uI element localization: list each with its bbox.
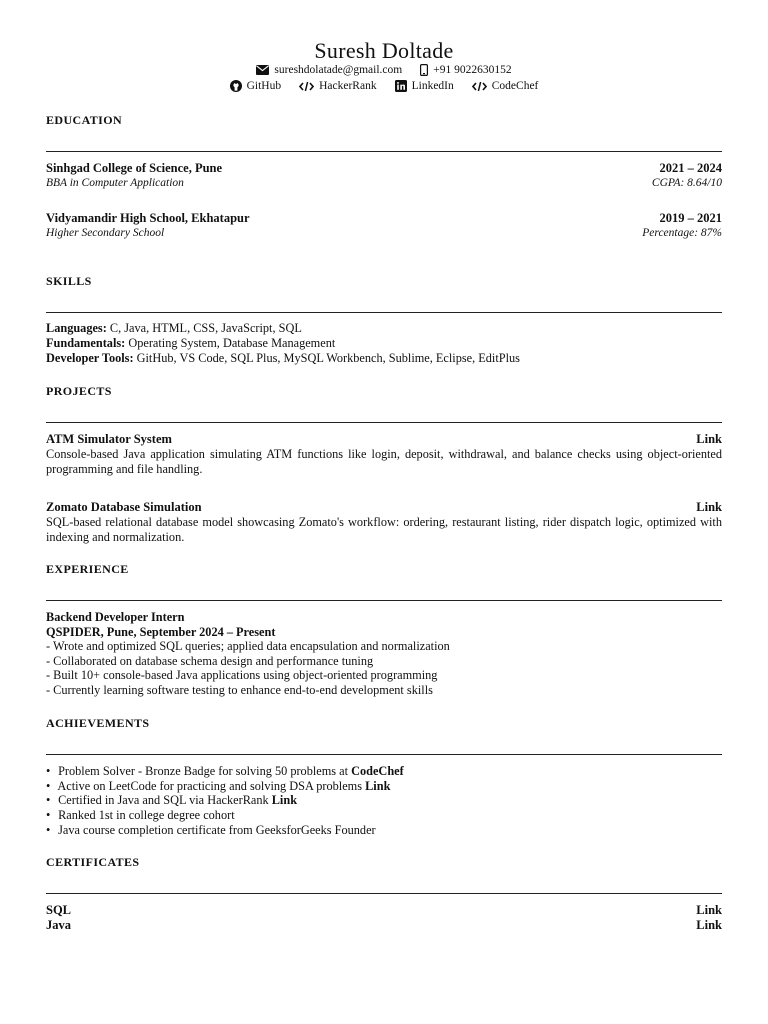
project-description: SQL-based relational database model showcasing Zomato's workflow: ordering, restaurant listing, rider dispatch logic, optimized with indexing and normalization. [46,515,722,544]
code-icon [299,81,314,92]
certificate-name: SQL [46,903,72,917]
project-title: Zomato Database Simulation [46,500,202,514]
section-title-education: EDUCATION [46,113,123,127]
education-detail-row [46,227,722,239]
contact-row [46,64,722,76]
achievement-text: Java course completion certificate from GeeksforGeeks Founder [58,823,376,837]
linkedin-link[interactable] [395,80,454,92]
hackerrank-label: HackerRank [319,80,377,92]
skill-label: Fundamentals: [46,336,126,350]
skills-languages [46,321,722,336]
experience-role: Backend Developer Intern [46,610,185,624]
experience-point: - Wrote and optimized SQL queries; applied data encapsulation and normalization [46,639,450,653]
envelope-icon [256,65,269,75]
section-title-achievements: ACHIEVEMENTS [46,716,150,730]
phone-text: +91 9022630152 [433,64,512,76]
education-row [46,211,722,226]
education-dates: 2019 – 2021 [659,211,722,225]
achievement-item [46,808,722,823]
achievement-text: Certified in Java and SQL via HackerRank [58,793,272,807]
section-title-experience: EXPERIENCE [46,562,129,576]
mobile-phone-icon [420,64,428,76]
certificate-name: Java [46,918,71,932]
project-link[interactable]: Link [696,500,722,514]
bullet-icon: • [46,808,51,822]
codechef-label: CodeChef [491,80,539,92]
project-link[interactable]: Link [696,432,722,446]
section-divider [46,754,722,755]
hackerrank-link[interactable] [299,80,376,92]
section-divider [46,893,722,894]
phone-link[interactable] [420,64,511,76]
experience-point: - Collaborated on database schema design and performance tuning [46,654,374,668]
bullet-icon: • [46,823,51,837]
achievement-item [46,764,722,779]
degree: BBA in Computer Application [46,177,184,189]
achievement-text: Ranked 1st in college degree cohort [58,808,235,822]
codechef-link[interactable] [472,80,539,92]
score: Percentage: 87% [642,227,722,239]
linkedin-icon [395,80,407,92]
section-divider [46,422,722,423]
degree: Higher Secondary School [46,227,165,239]
section-divider [46,600,722,601]
project-header [46,500,722,515]
education-row [46,161,722,176]
github-link[interactable] [230,80,282,92]
github-icon [230,80,242,92]
achievement-item [46,779,722,794]
certificate-link[interactable]: Link [696,903,722,917]
achievement-link[interactable]: Link [271,793,298,807]
github-label: GitHub [246,80,282,92]
skill-value: Operating System, Database Management [125,336,336,350]
certificate-row [46,918,722,933]
project-title: ATM Simulator System [46,432,172,446]
skills-fundamentals [46,336,722,351]
section-divider [46,151,722,152]
school-name: Sinhgad College of Science, Pune [46,161,223,175]
achievement-item [46,793,722,808]
school-name: Vidyamandir High School, Ekhatapur [46,211,250,225]
achievement-text: Active on LeetCode for practicing and solving DSA problems [57,779,366,793]
code-icon [472,81,487,92]
bullet-icon: • [46,793,51,807]
achievement-text: Problem Solver - Bronze Badge for solving 50 problems at [58,764,352,778]
achievement-link[interactable]: Link [365,779,391,793]
email-text: sureshdolatade@gmail.com [274,64,403,76]
bullet-icon: • [46,779,51,793]
skill-label: Developer Tools: [46,351,134,365]
score: CGPA: 8.64/10 [651,177,722,189]
email-link[interactable] [256,64,402,76]
linkedin-label: LinkedIn [411,80,454,92]
project-description: Console-based Java application simulating ATM functions like login, deposit, withdrawal, and balance checks using object-oriented programming and file handling. [46,447,722,476]
project-header [46,432,722,447]
experience-company: QSPIDER, Pune, September 2024 – Present [46,625,276,639]
section-title-certificates: CERTIFICATES [46,855,140,869]
education-dates: 2021 – 2024 [659,161,722,175]
skill-label: Languages: [46,321,107,335]
achievement-link[interactable]: CodeChef [351,764,404,778]
skill-value: C, Java, HTML, CSS, JavaScript, SQL [106,321,302,335]
candidate-name: Suresh Doltade [314,38,454,63]
section-divider [46,312,722,313]
skills-developer-tools [46,351,722,366]
skill-value: GitHub, VS Code, SQL Plus, MySQL Workbench, Sublime, Eclipse, EditPlus [133,351,520,365]
section-title-skills: SKILLS [46,274,92,288]
bullet-icon: • [46,764,51,778]
experience-point: - Currently learning software testing to enhance end-to-end development skills [46,683,433,697]
certificate-row [46,903,722,918]
profile-links-row [46,80,722,92]
achievement-item [46,823,722,838]
education-detail-row [46,177,722,189]
certificate-link[interactable]: Link [696,918,722,932]
section-title-projects: PROJECTS [46,384,112,398]
experience-point: - Built 10+ console-based Java applications using object-oriented programming [46,668,438,682]
